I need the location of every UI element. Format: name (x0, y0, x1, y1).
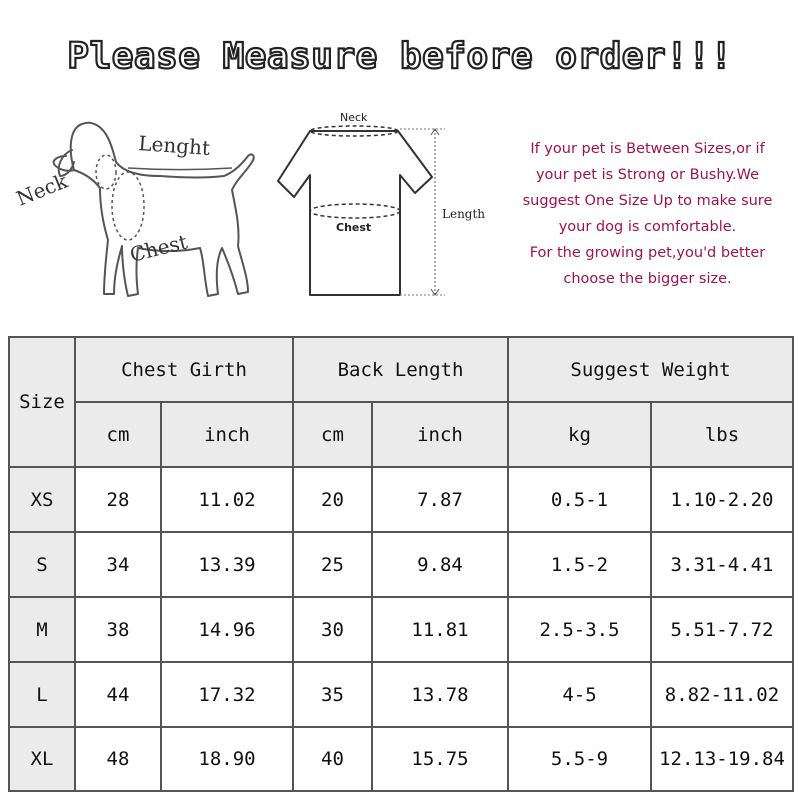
note-line: If your pet is Between Sizes,or if (530, 141, 765, 157)
size-cell: S (9, 532, 75, 597)
page-title: Please Measure before order!!! (67, 36, 733, 77)
table-row (9, 532, 793, 597)
table-cell: 15.75 (372, 727, 508, 791)
shirt-chest-label: Chest (336, 221, 372, 234)
table-cell: 28 (75, 467, 161, 532)
table-cell: 34 (75, 532, 161, 597)
shirt-neck-label: Neck (340, 111, 368, 124)
table-cell: 4-5 (508, 662, 651, 727)
unit-header: cm (75, 402, 161, 467)
size-cell: M (9, 597, 75, 662)
table-cell: 2.5-3.5 (508, 597, 651, 662)
size-cell: L (9, 662, 75, 727)
table-row (9, 597, 793, 662)
note-line: For the growing pet,you'd better (529, 245, 766, 261)
table-cell: 25 (293, 532, 372, 597)
table-cell: 13.39 (161, 532, 293, 597)
table-cell: 1.10-2.20 (651, 467, 793, 532)
table-cell: 11.02 (161, 467, 293, 532)
table-row (9, 467, 793, 532)
table-cell: 12.13-19.84 (651, 727, 793, 791)
back-length-header: Back Length (293, 337, 508, 402)
table-cell: 11.81 (372, 597, 508, 662)
chest-measure-ring (112, 172, 144, 240)
table-cell: 20 (293, 467, 372, 532)
table-cell: 44 (75, 662, 161, 727)
table-cell: 14.96 (161, 597, 293, 662)
table-cell: 1.5-2 (508, 532, 651, 597)
table-row (9, 662, 793, 727)
unit-header: cm (293, 402, 372, 467)
size-header: Size (9, 337, 75, 467)
table-cell: 0.5-1 (508, 467, 651, 532)
table-cell: 3.31-4.41 (651, 532, 793, 597)
shirt-chest-ring (310, 204, 400, 218)
table-cell: 40 (293, 727, 372, 791)
table-cell: 13.78 (372, 662, 508, 727)
shirt-outline (278, 131, 432, 295)
table-cell: 30 (293, 597, 372, 662)
dog-neck-label: Neck (12, 168, 71, 211)
note-line: your pet is Strong or Bushy.We (535, 167, 760, 183)
table-cell: 38 (75, 597, 161, 662)
size-cell: XS (9, 467, 75, 532)
neck-measure-ring (96, 155, 116, 189)
table-cell: 17.32 (161, 662, 293, 727)
table-cell: 5.5-9 (508, 727, 651, 791)
table-cell: 9.84 (372, 532, 508, 597)
table-cell: 18.90 (161, 727, 293, 791)
note-line: choose the bigger size. (563, 271, 732, 287)
size-cell: XL (9, 727, 75, 791)
unit-header: inch (161, 402, 293, 467)
chest-girth-header: Chest Girth (75, 337, 293, 402)
note-line: your dog is comfortable. (558, 219, 737, 235)
suggest-weight-header: Suggest Weight (508, 337, 793, 402)
table-cell: 35 (293, 662, 372, 727)
size-chart-table (8, 336, 794, 792)
unit-header: lbs (651, 402, 793, 467)
note-line: suggest One Size Up to make sure (522, 193, 773, 209)
table-cell: 7.87 (372, 467, 508, 532)
table-cell: 5.51-7.72 (651, 597, 793, 662)
unit-header: inch (372, 402, 508, 467)
shirt-measurement-diagram (270, 105, 500, 310)
length-measure-line (128, 168, 232, 170)
unit-header: kg (508, 402, 651, 467)
dog-length-label: Lenght (137, 131, 211, 160)
shirt-length-label: Length (442, 207, 486, 221)
table-cell: 8.82-11.02 (651, 662, 793, 727)
dog-chest-label: Chest (127, 229, 190, 267)
dog-measurement-diagram (10, 110, 270, 310)
table-cell: 48 (75, 727, 161, 791)
table-row (9, 727, 793, 791)
sizing-advice-note (505, 136, 790, 292)
